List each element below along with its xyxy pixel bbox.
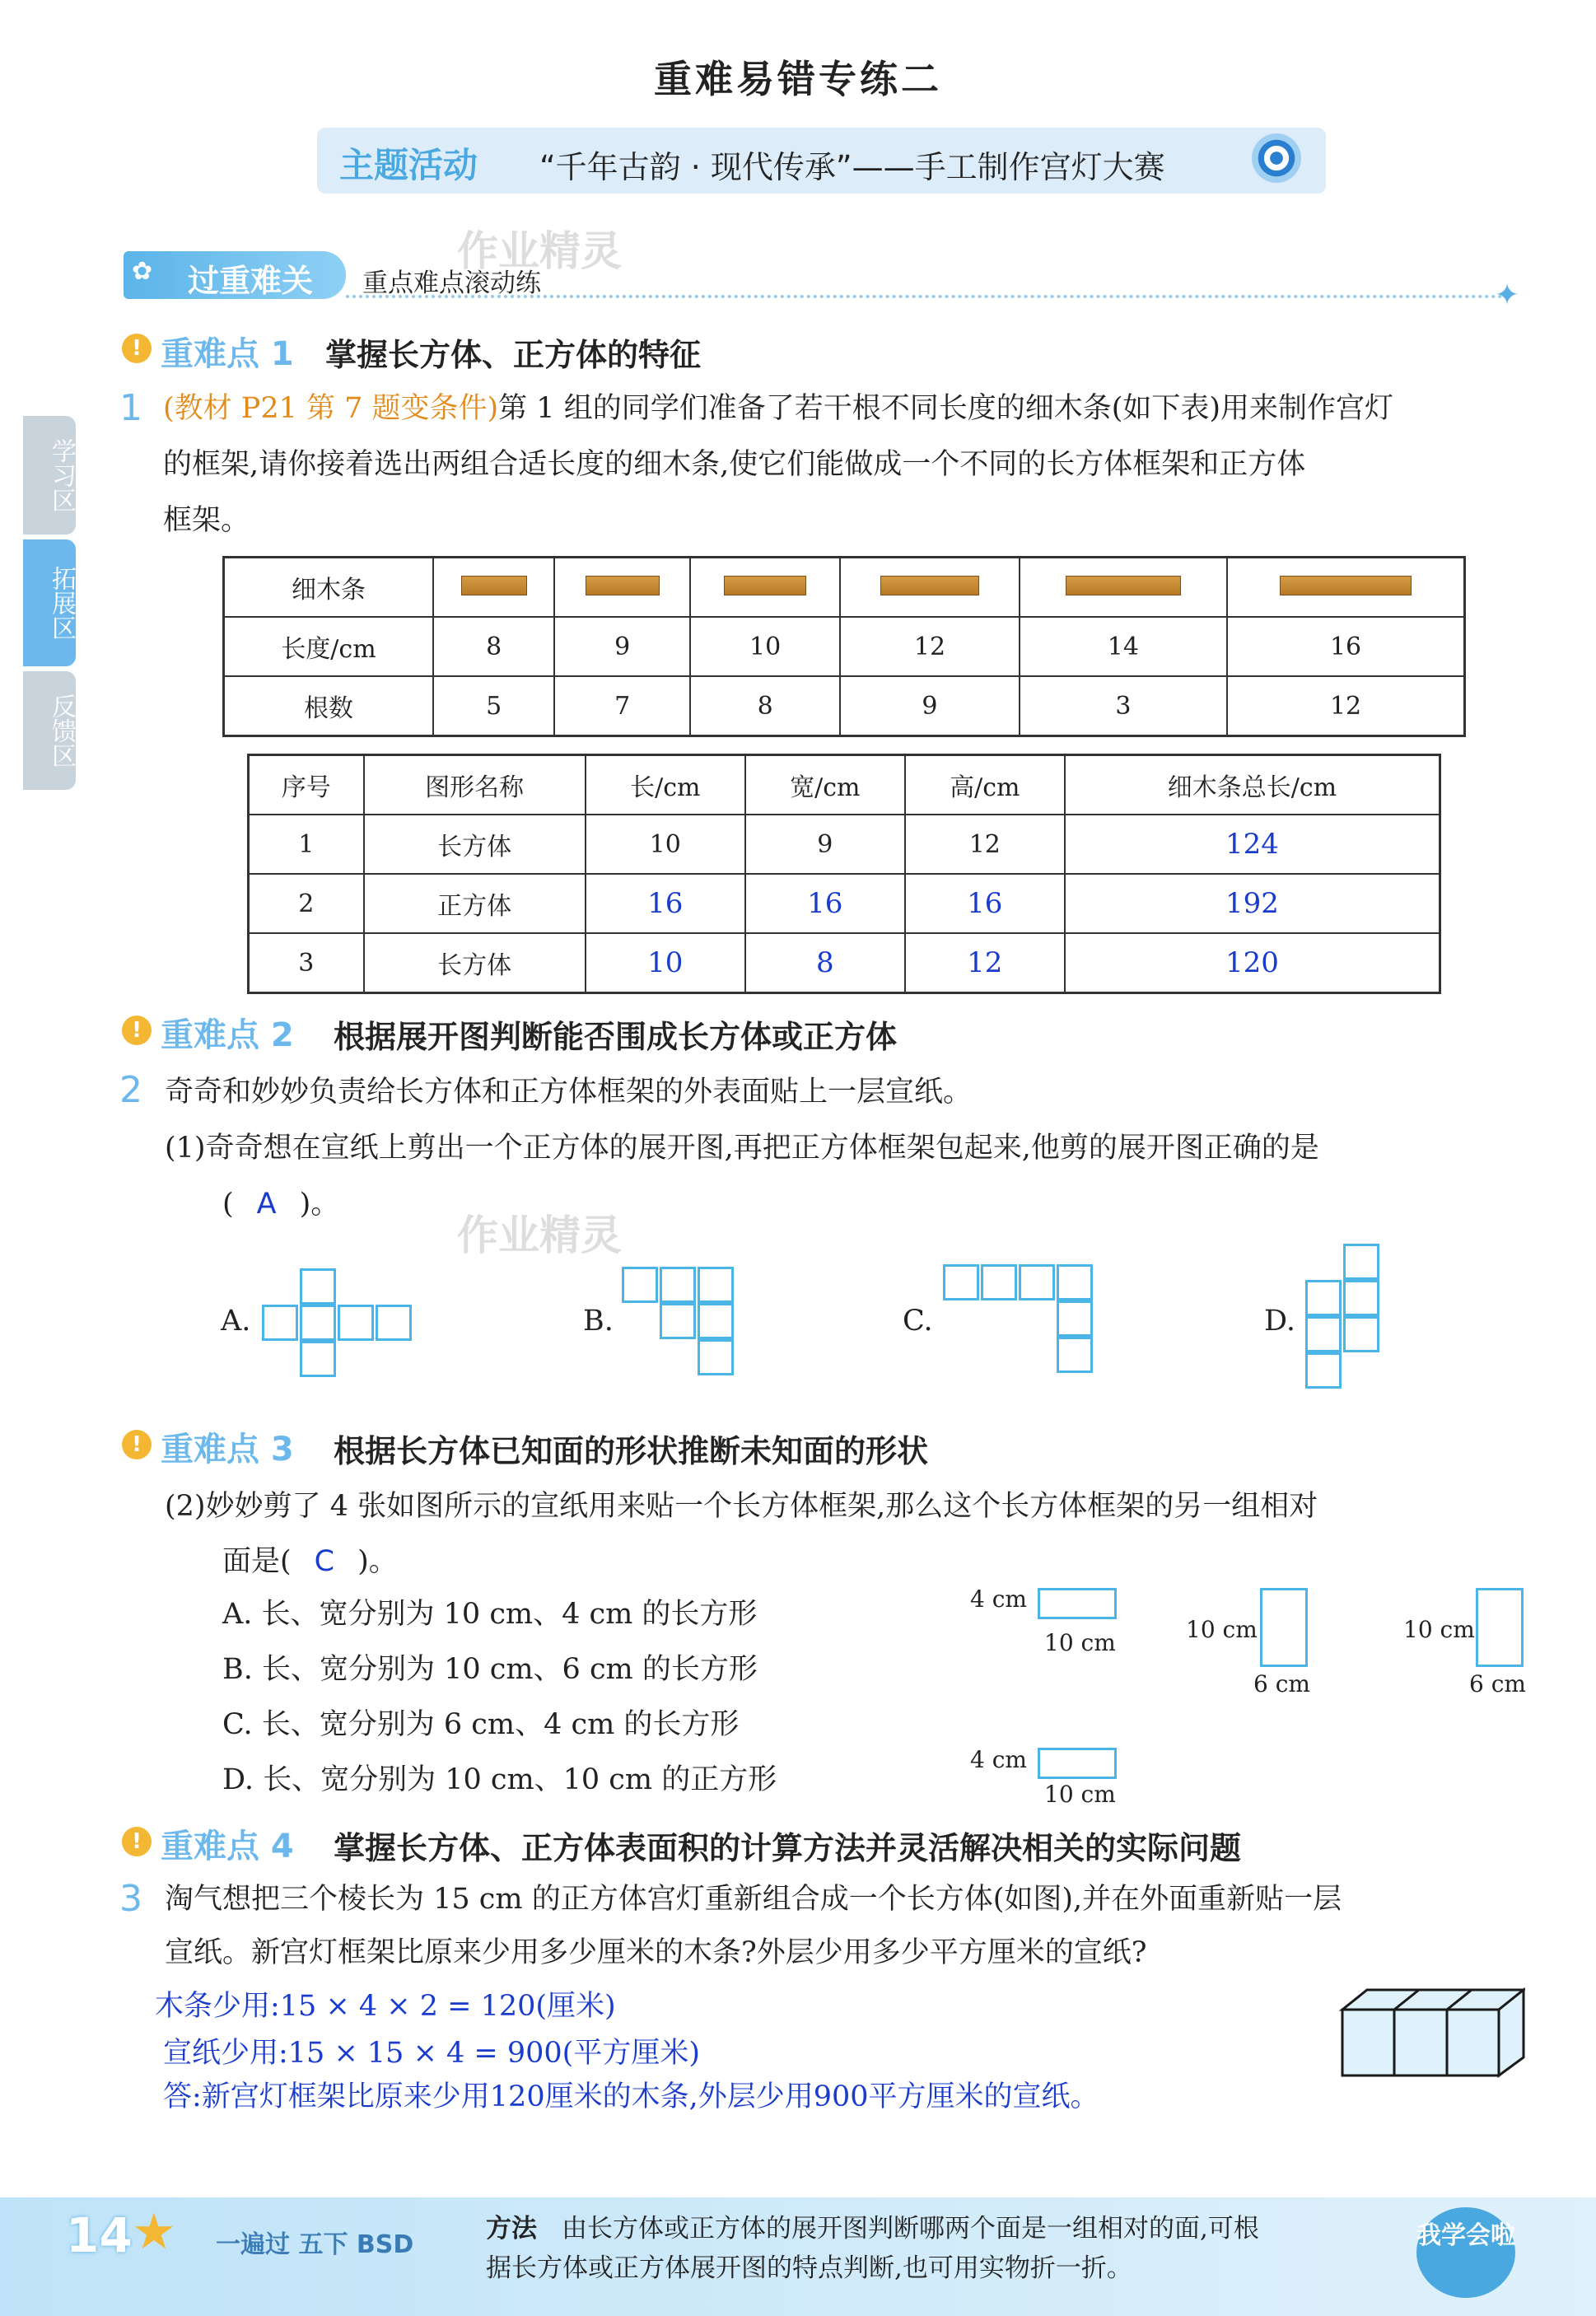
dim-label: 6 cm	[1469, 1670, 1526, 1697]
answer-cell[interactable]: 192	[1065, 874, 1440, 933]
footer-logo: 我学会啦	[1416, 2207, 1515, 2298]
table-cell: 长方体	[364, 933, 586, 993]
choice-a[interactable]: A. 长、宽分别为 10 cm、4 cm 的长方形	[222, 1598, 758, 1631]
star-mascot-icon: ★	[132, 2203, 176, 2261]
answer-cell[interactable]: 16	[745, 874, 905, 933]
mascot-icon: ✿	[132, 257, 153, 286]
q1-line3: 框架。	[163, 504, 250, 537]
kp3-label: 重难点 3	[161, 1431, 294, 1469]
answer-cell[interactable]: 12	[905, 933, 1065, 993]
q2-sub2-text2: 面是(	[222, 1545, 292, 1578]
stick-image	[1020, 558, 1227, 618]
watermark: 作业精灵	[457, 1212, 622, 1259]
key-point-icon: !	[122, 1430, 152, 1459]
stick-image	[690, 558, 840, 618]
table-cell: 7	[554, 676, 690, 736]
banner-text: “千年古韵 · 现代传承”——手工制作宫灯大赛	[539, 149, 1165, 185]
q2-sub1-answer-line	[222, 1176, 339, 1232]
dim-label: 10 cm	[1186, 1616, 1258, 1643]
stick-image	[840, 558, 1019, 618]
dim-label: 10 cm	[1403, 1616, 1475, 1643]
q3-answer-2[interactable]: 宣纸少用:15 × 15 × 4 = 900(平方厘米)	[163, 2037, 700, 2070]
method-text2: 据长方体或正方体展开图的特点判断,也可用实物折一折。	[486, 2253, 1132, 2283]
net-option-b[interactable]	[622, 1267, 745, 1382]
table-header: 高/cm	[905, 755, 1065, 815]
row-label: 细木条	[224, 558, 434, 618]
stick-image	[433, 558, 554, 618]
kp4-label: 重难点 4	[161, 1828, 294, 1865]
table-cell: 12	[905, 815, 1065, 874]
table-cell: 10	[690, 617, 840, 676]
dim-label: 10 cm	[1044, 1629, 1116, 1656]
q2-sub2-answer-line	[222, 1534, 398, 1590]
table-cell: 10	[586, 815, 745, 874]
q1-line2: 的框架,请你接着选出两组合适长度的细木条,使它们能做成一个不同的长方体框架和正方体	[163, 448, 1306, 481]
page-title: 重难易错专练二	[654, 57, 942, 101]
table-header: 序号	[249, 755, 364, 815]
q1-number: 1	[119, 387, 142, 429]
answer-cell[interactable]: 124	[1065, 815, 1440, 874]
table-cell: 9	[840, 676, 1019, 736]
choice-c[interactable]: C. 长、宽分别为 6 cm、4 cm 的长方形	[222, 1708, 740, 1741]
q3-number: 3	[119, 1878, 142, 1920]
kp1-text: 掌握长方体、正方体的特征	[325, 337, 702, 373]
q2-sub2-answer[interactable]: C	[314, 1545, 335, 1578]
option-d-label: D.	[1264, 1305, 1295, 1338]
table-cell: 9	[554, 617, 690, 676]
watermark: 作业精灵	[457, 227, 622, 275]
method-label: 方法	[486, 2214, 537, 2244]
kp1-label: 重难点 1	[161, 335, 294, 373]
side-tab-study[interactable]: 学习区	[23, 416, 76, 535]
q2-sub1-answer[interactable]: A	[256, 1188, 277, 1221]
table-cell: 14	[1020, 617, 1227, 676]
stick-image	[1227, 558, 1464, 618]
side-tab-expand[interactable]: 拓展区	[23, 539, 76, 666]
table-cell: 12	[1227, 676, 1464, 736]
q2-text: 奇奇和妙妙负责给长方体和正方体框架的外表面贴上一层宣纸。	[165, 1076, 973, 1109]
stick-image	[554, 558, 690, 618]
table-header: 细木条总长/cm	[1065, 755, 1440, 815]
option-a-label: A.	[221, 1305, 251, 1338]
page-number: 14	[66, 2207, 133, 2263]
table-cell: 8	[433, 617, 554, 676]
table-header: 图形名称	[364, 755, 586, 815]
kp3-text: 根据长方体已知面的形状推断未知面的形状	[334, 1433, 929, 1469]
method-note	[486, 2209, 1408, 2288]
q1-line1	[163, 381, 1530, 437]
key-point-icon: !	[122, 1016, 152, 1045]
table-cell: 3	[249, 933, 364, 993]
q3-answer-3[interactable]: 答:新宫灯框架比原来少用120厘米的木条,外层少用900平方厘米的宣纸。	[163, 2080, 1099, 2113]
kp2-label: 重难点 2	[161, 1016, 294, 1054]
choice-b[interactable]: B. 长、宽分别为 10 cm、6 cm 的长方形	[222, 1653, 758, 1686]
dim-label: 4 cm	[970, 1585, 1027, 1613]
cuboid-figure	[1334, 1983, 1525, 2082]
footer-brand: 一遍过 五下 BSD	[216, 2230, 414, 2259]
sticks-table	[222, 556, 1466, 737]
table-cell: 8	[690, 676, 840, 736]
kp2-text: 根据展开图判断能否围成长方体或正方体	[334, 1019, 898, 1055]
q3-text2: 宣纸。新宫灯框架比原来少用多少厘米的木条?外层少用多少平方厘米的宣纸?	[165, 1936, 1147, 1969]
paren-open: (	[222, 1188, 234, 1221]
section-subtitle: 重点难点滚动练	[362, 268, 541, 298]
q1-source: (教材 P21 第 7 题变条件)	[163, 392, 499, 425]
answer-table	[247, 754, 1441, 994]
paren-close: )。	[299, 1188, 340, 1221]
side-tab-feedback[interactable]: 反馈区	[23, 671, 76, 790]
dotted-divider	[346, 295, 1503, 298]
row-label: 长度/cm	[224, 617, 434, 676]
row-label: 根数	[224, 676, 434, 736]
choice-d[interactable]: D. 长、宽分别为 10 cm、10 cm 的正方形	[222, 1763, 777, 1796]
q3-answer-1[interactable]: 木条少用:15 × 4 × 2 = 120(厘米)	[155, 1990, 616, 2023]
key-point-icon: !	[122, 334, 152, 363]
paper-rect	[1260, 1588, 1308, 1667]
table-cell: 5	[433, 676, 554, 736]
q2-sub1-text: (1)奇奇想在宣纸上剪出一个正方体的展开图,再把正方体框架包起来,他剪的展开图正确的是	[165, 1132, 1319, 1165]
paren-close: )。	[357, 1545, 398, 1578]
net-option-a[interactable]	[262, 1268, 418, 1384]
dim-label: 4 cm	[970, 1746, 1027, 1773]
paper-rect	[1038, 1588, 1117, 1619]
table-cell: 长方体	[364, 815, 586, 874]
answer-cell[interactable]: 16	[905, 874, 1065, 933]
option-b-label: B.	[583, 1305, 614, 1338]
method-text1: 由长方体或正方体的展开图判断哪两个面是一组相对的面,可根	[562, 2214, 1259, 2244]
paper-rect	[1476, 1588, 1524, 1667]
target-icon	[1252, 133, 1301, 183]
star-icon: ✦	[1495, 278, 1520, 312]
side-tabs	[23, 416, 81, 795]
kp4-text: 掌握长方体、正方体表面积的计算方法并灵活解决相关的实际问题	[334, 1830, 1242, 1866]
table-cell: 12	[840, 617, 1019, 676]
dim-label: 6 cm	[1253, 1670, 1310, 1697]
answer-cell[interactable]: 120	[1065, 933, 1440, 993]
paper-rect	[1038, 1748, 1117, 1779]
table-cell: 9	[745, 815, 905, 874]
table-cell: 正方体	[364, 874, 586, 933]
answer-cell[interactable]: 8	[745, 933, 905, 993]
answer-cell[interactable]: 10	[586, 933, 745, 993]
q1-text1: 第 1 组的同学们准备了若干根不同长度的细木条(如下表)用来制作宫灯	[498, 392, 1394, 425]
section-tab-label: 过重难关	[188, 263, 314, 299]
table-header: 宽/cm	[745, 755, 905, 815]
answer-cell[interactable]: 16	[586, 874, 745, 933]
q2-sub2-text1: (2)妙妙剪了 4 张如图所示的宣纸用来贴一个长方体框架,那么这个长方体框架的另一组相对	[165, 1490, 1318, 1523]
q3-text1: 淘气想把三个棱长为 15 cm 的正方体宫灯重新组合成一个长方体(如图),并在外面重新贴一层	[165, 1883, 1342, 1916]
key-point-icon: !	[122, 1827, 152, 1856]
table-cell: 1	[249, 815, 364, 874]
table-cell: 3	[1020, 676, 1227, 736]
net-option-c[interactable]	[943, 1264, 1104, 1380]
option-c-label: C.	[903, 1305, 933, 1338]
banner-label: 主题活动	[339, 145, 478, 185]
net-option-d[interactable]	[1305, 1244, 1384, 1400]
dim-label: 10 cm	[1044, 1781, 1116, 1808]
table-header: 长/cm	[586, 755, 745, 815]
table-cell: 16	[1227, 617, 1464, 676]
table-cell: 2	[249, 874, 364, 933]
q2-number: 2	[119, 1069, 142, 1111]
